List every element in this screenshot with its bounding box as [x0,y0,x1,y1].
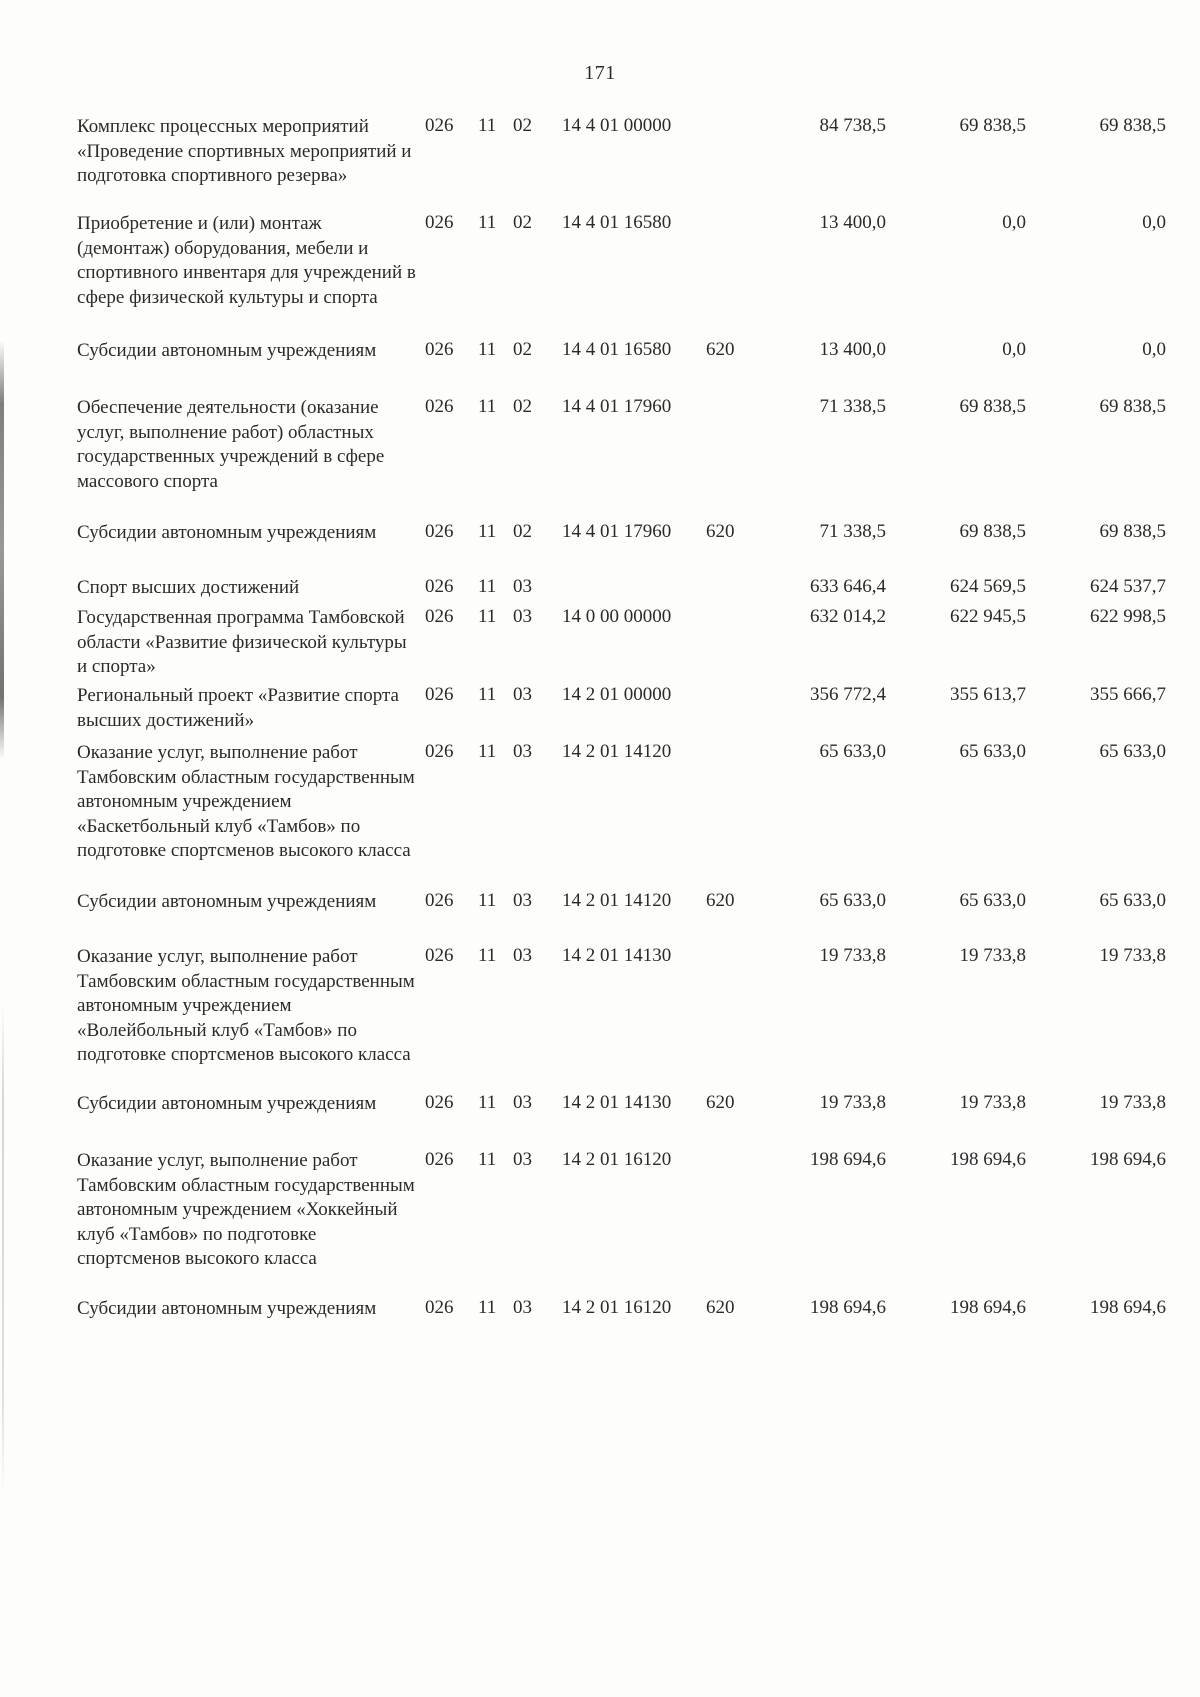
row-name: Оказание услуг, выполнение работ Тамбовским областным государственным автономным учреждением «Хоккейный клуб «Тамбов» по подготовке спортсменов высокого класса [77,1150,415,1269]
amount-year-1: 13 400,0 [819,212,886,233]
amount-year-2: 19 733,8 [959,945,1026,966]
subsection-code: 03 [513,606,532,627]
amount-year-2: 65 633,0 [959,741,1026,762]
amount-year-1: 19 733,8 [819,945,886,966]
amount-year-3: 69 838,5 [1099,396,1166,417]
subsection-code: 03 [513,576,532,597]
row-name: Приобретение и (или) монтаж (демонтаж) оборудования, мебели и спортивного инвентаря для учреждений в сфере физической культуры и спорта [77,213,416,308]
amount-year-1: 198 694,6 [810,1297,886,1318]
row-name: Субсидии автономным учреждениям [77,1298,377,1319]
expense-type-code: 620 [706,521,735,542]
amount-year-2: 624 569,5 [950,576,1026,597]
amount-year-1: 65 633,0 [819,741,886,762]
amount-year-3: 69 838,5 [1099,521,1166,542]
section-code: 11 [478,1092,497,1113]
section-code: 11 [478,339,497,360]
subsection-code: 02 [513,212,532,233]
row-name: Государственная программа Тамбовской области «Развитие физической культуры и спорта» [77,607,407,677]
grbs-code: 026 [425,684,454,705]
target-article-code: 14 2 01 16120 [562,1297,672,1318]
section-code: 11 [478,741,497,762]
subsection-code: 03 [513,1297,532,1318]
target-article-code: 14 2 01 14130 [562,1092,672,1113]
target-article-code: 14 2 01 16120 [562,1149,672,1170]
section-code: 11 [478,576,497,597]
target-article-code: 14 4 01 16580 [562,212,672,233]
expense-type-code: 620 [706,890,735,911]
target-article-code: 14 4 01 00000 [562,115,672,136]
amount-year-2: 69 838,5 [959,115,1026,136]
amount-year-2: 198 694,6 [950,1149,1026,1170]
subsection-code: 03 [513,684,532,705]
section-code: 11 [478,212,497,233]
amount-year-3: 65 633,0 [1099,741,1166,762]
amount-year-2: 0,0 [1002,339,1026,360]
expense-type-code: 620 [706,1092,735,1113]
section-code: 11 [478,521,497,542]
amount-year-3: 0,0 [1142,212,1166,233]
subsection-code: 03 [513,1092,532,1113]
target-article-code: 14 2 01 14120 [562,741,672,762]
row-name: Комплекс процессных мероприятий «Проведение спортивных мероприятий и подготовка спортивного резерва» [77,116,412,186]
expense-type-code: 620 [706,339,735,360]
amount-year-3: 624 537,7 [1090,576,1166,597]
amount-year-2: 69 838,5 [959,396,1026,417]
row-name: Субсидии автономным учреждениям [77,522,377,543]
amount-year-1: 84 738,5 [819,115,886,136]
grbs-code: 026 [425,521,454,542]
target-article-code: 14 2 01 14130 [562,945,672,966]
amount-year-1: 356 772,4 [810,684,886,705]
amount-year-1: 198 694,6 [810,1149,886,1170]
amount-year-3: 198 694,6 [1090,1149,1166,1170]
grbs-code: 026 [425,741,454,762]
grbs-code: 026 [425,1149,454,1170]
grbs-code: 026 [425,396,454,417]
amount-year-3: 0,0 [1142,339,1166,360]
row-name: Спорт высших достижений [77,577,300,598]
amount-year-2: 355 613,7 [950,684,1026,705]
target-article-code: 14 0 00 00000 [562,606,672,627]
target-article-code: 14 2 01 00000 [562,684,672,705]
grbs-code: 026 [425,606,454,627]
grbs-code: 026 [425,945,454,966]
amount-year-3: 65 633,0 [1099,890,1166,911]
amount-year-3: 198 694,6 [1090,1297,1166,1318]
section-code: 11 [478,606,497,627]
amount-year-1: 633 646,4 [810,576,886,597]
grbs-code: 026 [425,890,454,911]
amount-year-2: 622 945,5 [950,606,1026,627]
grbs-code: 026 [425,115,454,136]
scan-edge-shadow [2,1000,4,1500]
amount-year-2: 198 694,6 [950,1297,1026,1318]
section-code: 11 [478,1149,497,1170]
amount-year-1: 65 633,0 [819,890,886,911]
grbs-code: 026 [425,1297,454,1318]
subsection-code: 02 [513,115,532,136]
subsection-code: 02 [513,521,532,542]
subsection-code: 03 [513,890,532,911]
section-code: 11 [478,115,497,136]
grbs-code: 026 [425,576,454,597]
target-article-code: 14 2 01 14120 [562,890,672,911]
row-name: Субсидии автономным учреждениям [77,1093,377,1114]
section-code: 11 [478,945,497,966]
amount-year-3: 19 733,8 [1099,945,1166,966]
row-name: Субсидии автономным учреждениям [77,891,377,912]
section-code: 11 [478,1297,497,1318]
expense-type-code: 620 [706,1297,735,1318]
grbs-code: 026 [425,339,454,360]
section-code: 11 [478,684,497,705]
amount-year-2: 69 838,5 [959,521,1026,542]
amount-year-1: 71 338,5 [819,521,886,542]
amount-year-1: 19 733,8 [819,1092,886,1113]
scan-edge-shadow [0,340,4,760]
subsection-code: 03 [513,945,532,966]
amount-year-1: 71 338,5 [819,396,886,417]
subsection-code: 03 [513,741,532,762]
row-name: Оказание услуг, выполнение работ Тамбовским областным государственным автономным учреждением «Баскетбольный клуб «Тамбов» по подготовке спортсменов высокого класса [77,742,415,861]
page-number: 171 [584,62,616,84]
amount-year-2: 19 733,8 [959,1092,1026,1113]
amount-year-2: 65 633,0 [959,890,1026,911]
row-name: Региональный проект «Развитие спорта высших достижений» [77,685,399,731]
section-code: 11 [478,890,497,911]
amount-year-1: 13 400,0 [819,339,886,360]
section-code: 11 [478,396,497,417]
row-name: Субсидии автономным учреждениям [77,340,377,361]
amount-year-3: 19 733,8 [1099,1092,1166,1113]
amount-year-3: 622 998,5 [1090,606,1166,627]
target-article-code: 14 4 01 16580 [562,339,672,360]
target-article-code: 14 4 01 17960 [562,396,672,417]
subsection-code: 02 [513,396,532,417]
amount-year-3: 355 666,7 [1090,684,1166,705]
amount-year-3: 69 838,5 [1099,115,1166,136]
subsection-code: 03 [513,1149,532,1170]
row-name: Обеспечение деятельности (оказание услуг, выполнение работ) областных государственных учреждений в сфере массового спорта [77,397,385,492]
grbs-code: 026 [425,1092,454,1113]
amount-year-2: 0,0 [1002,212,1026,233]
target-article-code: 14 4 01 17960 [562,521,672,542]
amount-year-1: 632 014,2 [810,606,886,627]
row-name: Оказание услуг, выполнение работ Тамбовским областным государственным автономным учреждением «Волейбольный клуб «Тамбов» по подготовке спортсменов высокого класса [77,946,415,1065]
subsection-code: 02 [513,339,532,360]
grbs-code: 026 [425,212,454,233]
